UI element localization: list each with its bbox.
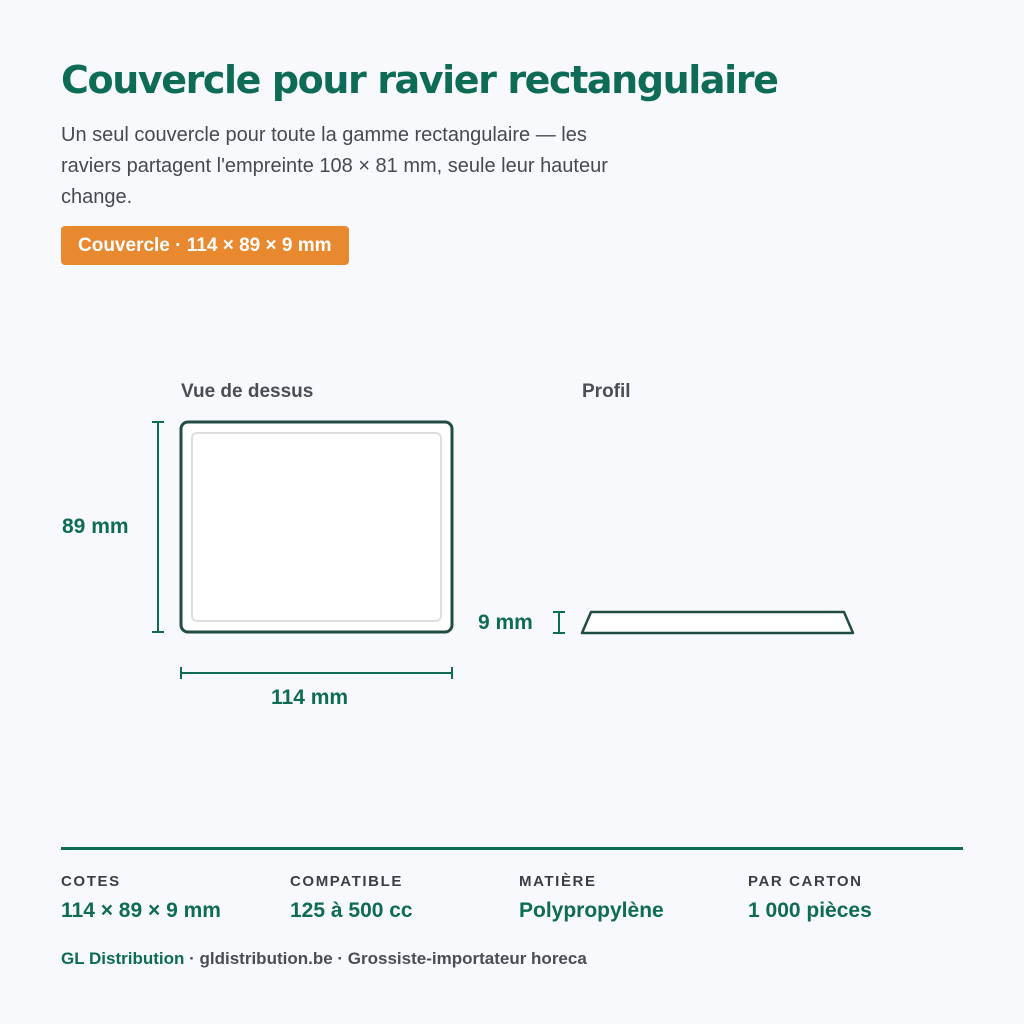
spec-label: PAR CARTON [748, 873, 863, 890]
top-view-label: Vue de dessus [181, 381, 314, 402]
spec-label: COMPATIBLE [290, 873, 403, 890]
dimension-badge: Couvercle · 114 × 89 × 9 mm [61, 226, 349, 265]
footer [61, 949, 587, 969]
spec-per-carton [748, 873, 968, 923]
height-dimension-label: 89 mm [62, 515, 129, 538]
page-subtitle: Un seul couvercle pour toute la gamme rectangulaire — les raviers partagent l'empreinte 108 × 81 mm, seule leur hauteur change. [61, 124, 608, 208]
profile-label: Profil [582, 381, 631, 402]
spec-label: COTES [61, 873, 121, 890]
spec-label: MATIÈRE [519, 873, 597, 890]
width-dimension-line [181, 667, 452, 679]
footer-brand: GL Distribution [61, 949, 185, 968]
lid-profile-shape [582, 612, 853, 633]
spec-material [519, 873, 739, 923]
spec-value: Polypropylène [519, 899, 664, 922]
spec-value: 125 à 500 cc [290, 899, 413, 922]
spec-value: 1 000 pièces [748, 899, 872, 922]
footer-website: gldistribution.be [199, 949, 333, 968]
spec-dimensions [61, 873, 281, 923]
spec-divider [61, 847, 963, 850]
footer-separator: · [332, 949, 348, 968]
spec-compatible [290, 873, 510, 923]
footer-separator: · [184, 949, 200, 968]
spec-value: 114 × 89 × 9 mm [61, 899, 221, 922]
thickness-dimension-line [553, 612, 565, 633]
page-title: Couvercle pour ravier rectangulaire [61, 58, 778, 102]
thickness-dimension-label: 9 mm [478, 611, 533, 634]
footer-tagline: Grossiste-importateur horeca [347, 949, 587, 968]
height-dimension-line [152, 422, 164, 632]
width-dimension-label: 114 mm [271, 686, 349, 709]
lid-top-view-outline [181, 422, 452, 632]
